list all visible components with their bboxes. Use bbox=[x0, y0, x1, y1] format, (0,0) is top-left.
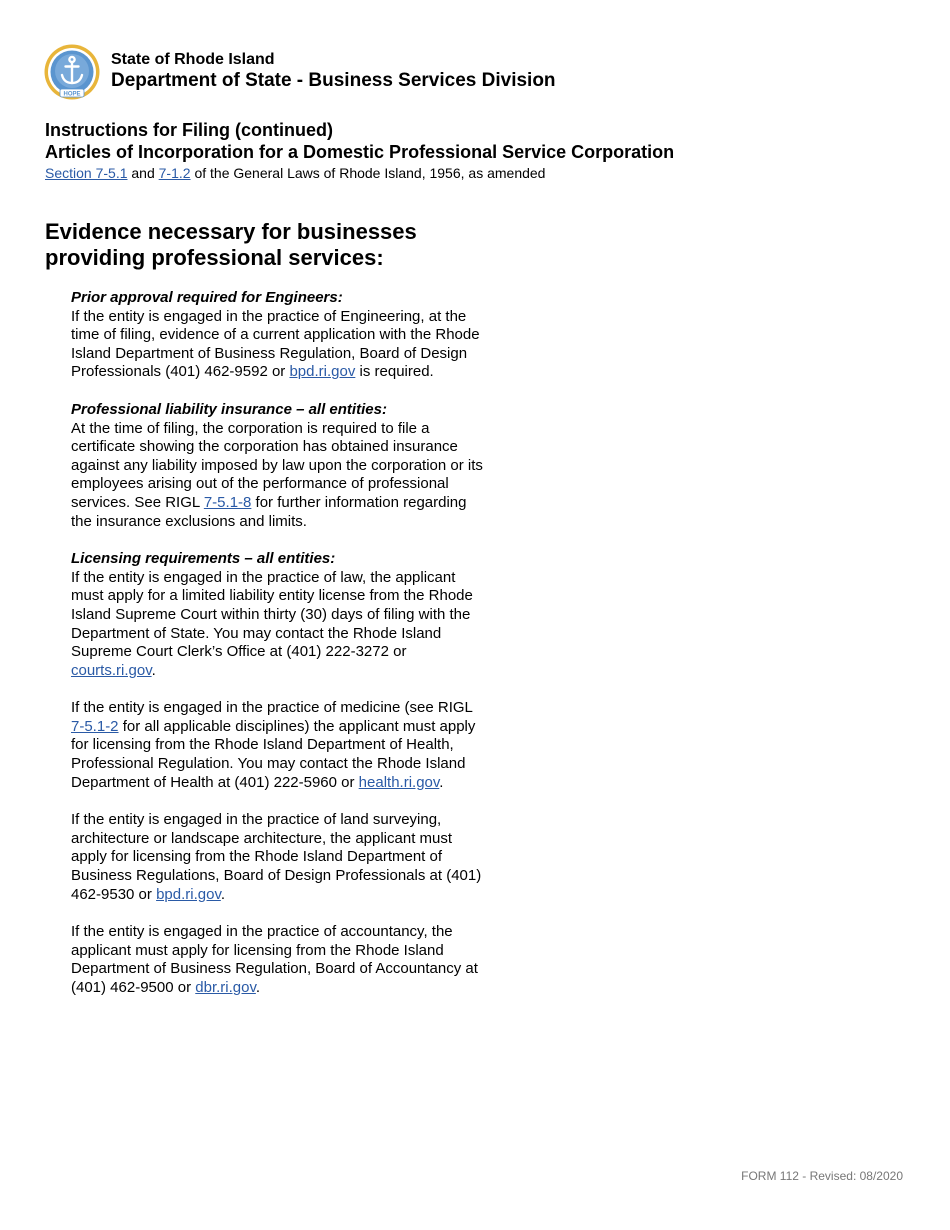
rigl-7-5-1-2-link[interactable]: 7-5.1-2 bbox=[71, 717, 119, 735]
engineers-title: Prior approval required for Engineers: bbox=[71, 289, 343, 306]
citation-and: and bbox=[131, 165, 155, 181]
insurance-title: Professional liability insurance – all entities: bbox=[71, 400, 387, 418]
medicine-text: If the entity is engaged in the practice of medicine (see RIGL 7-5.1-2 for all applicable disciplines) the applicant must apply for licensing from the Rhode Island Department of Health, Professional Regulation. You may contact the Rhode Island Department of Health at (401) 222-5960 or health.ri.gov. bbox=[71, 699, 476, 791]
law-text: If the entity is engaged in the practice of law, the applicant must apply for a limited liability entity license from the Rhode Island Supreme Court within thirty (30) days of filing with the Department of State. You may contact the Rhode Island Supreme Court Clerk’s Office at (401) 222-3272 or courts.ri.gov. bbox=[71, 568, 473, 679]
surveying-block bbox=[71, 811, 486, 904]
bpd-link[interactable]: bpd.ri.gov bbox=[289, 363, 356, 381]
insurance-block bbox=[71, 401, 486, 531]
section-7-1-2-link[interactable]: 7-1.2 bbox=[158, 165, 191, 181]
accountancy-block bbox=[71, 923, 486, 997]
health-link[interactable]: health.ri.gov bbox=[358, 773, 440, 791]
medicine-block bbox=[71, 699, 486, 792]
accountancy-text: If the entity is engaged in the practice of accountancy, the applicant must apply for licensing from the Rhode Island Department of Business Regulation, Board of Accountancy at (401) 462-9500 or dbr.ri.gov. bbox=[71, 923, 478, 996]
articles-title: Articles of Incorporation for a Domestic Professional Service Corporation bbox=[45, 142, 675, 162]
section-title: Evidence necessary for businesses providing professional services: bbox=[45, 219, 417, 270]
department-name: Department of State - Business Services Division bbox=[111, 70, 556, 91]
rigl-7-5-1-8-link[interactable]: 7-5.1-8 bbox=[203, 493, 252, 511]
dbr-link[interactable]: dbr.ri.gov bbox=[195, 979, 256, 996]
licensing-title: Licensing requirements – all entities: bbox=[71, 550, 336, 568]
licensing-law-block bbox=[71, 550, 486, 680]
seal-banner-text: HOPE bbox=[63, 91, 81, 98]
law-citation bbox=[45, 164, 674, 182]
citation-suffix: of the General Laws of Rhode Island, 1956, as amended bbox=[194, 165, 546, 181]
instructions-title: Instructions for Filing (continued) bbox=[45, 120, 333, 140]
form-heading bbox=[45, 119, 674, 182]
section-7-5-1-link[interactable]: Section 7-5.1 bbox=[45, 165, 128, 181]
surveying-text: If the entity is engaged in the practice of land surveying, architecture or landscape architecture, the applicant must apply for licensing from the Rhode Island Department of Business Regulations, Board of Design Professionals at (401) 462-9530 or bpd.ri.gov. bbox=[71, 811, 482, 903]
form-revision-footer: FORM 112 - Revised: 08/2020 bbox=[741, 1169, 903, 1183]
engineers-block bbox=[71, 289, 486, 382]
requirements-content bbox=[71, 289, 486, 1017]
insurance-text: At the time of filing, the corporation is required to file a certificate showing the corporation has obtained insurance against any liability imposed by law upon the corporation or its employees arising out of the performance of professional services. See RIGL 7-5.1-8 for further information regarding the insurance exclusions and limits. bbox=[71, 419, 483, 530]
engineers-text: If the entity is engaged in the practice of Engineering, at the time of filing, evidence of a current application with the Rhode Island Department of Business Regulation, Board of Design Professionals (401) 462-9592 or bpd.ri.gov is required. bbox=[71, 307, 480, 381]
state-name: State of Rhode Island bbox=[111, 51, 275, 68]
courts-link[interactable]: courts.ri.gov bbox=[71, 661, 152, 679]
bpd-link-surveying[interactable]: bpd.ri.gov bbox=[156, 885, 221, 903]
state-seal-logo bbox=[44, 44, 100, 100]
agency-header bbox=[111, 50, 556, 93]
